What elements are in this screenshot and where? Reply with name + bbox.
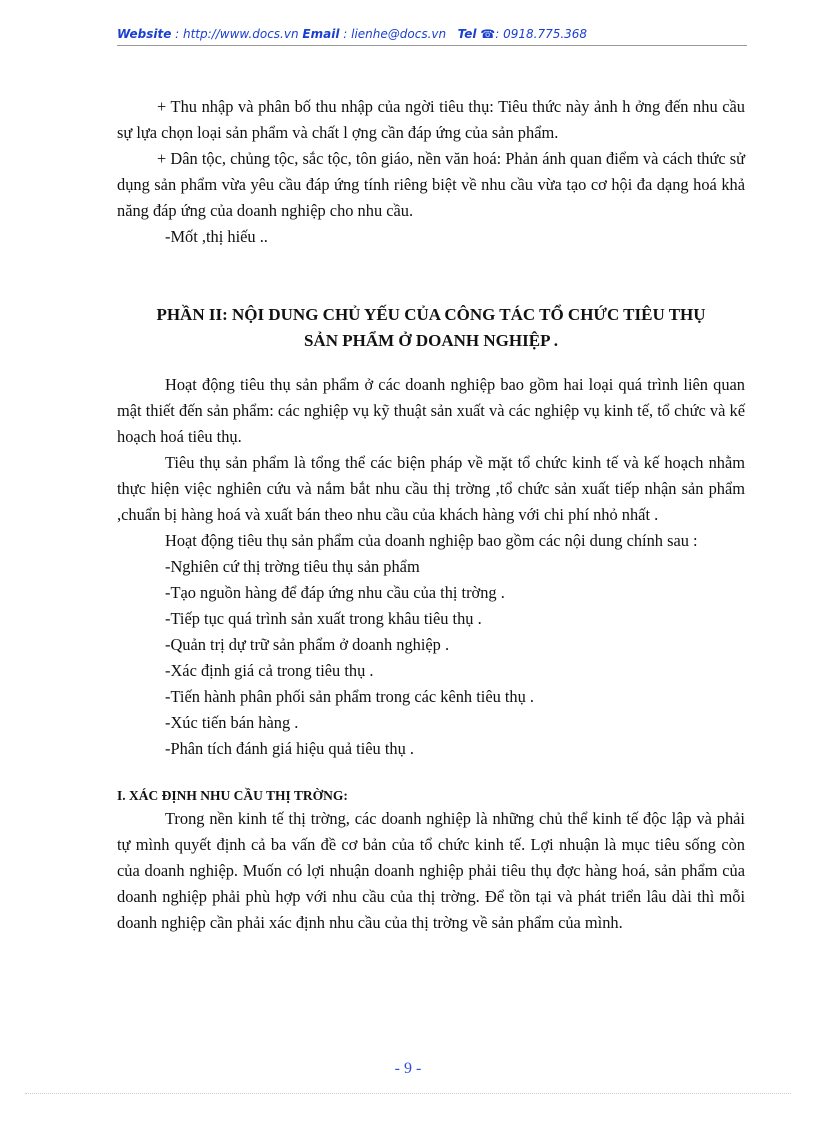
page-number: - 9 - xyxy=(394,1060,422,1077)
document-body xyxy=(117,94,745,936)
paragraph-ethnicity: + Dân tộc, chủng tộc, sắc tộc, tôn giáo, nền văn hoá: Phản ánh quan điểm và cách thức sử dụng sản phẩm vừa yêu cầu đáp ứng tính riêng biệt về nhu cầu vừa tạo cơ hội đa dạng hoá khả năng đáp ứng của doanh nghiệp cho nhu cầu. xyxy=(117,149,745,220)
list-item: -Xác định giá cả trong tiêu thụ . xyxy=(165,661,374,680)
website-separator: : xyxy=(171,27,183,41)
phone-icon: ☎ xyxy=(480,27,496,41)
page-header xyxy=(117,27,747,41)
list-item: -Quản trị dự trữ sản phẩm ở doanh nghiệp . xyxy=(165,635,450,654)
section-heading-line1: PHẦN II: NỘI DUNG CHỦ YẾU CỦA CÔNG TÁC TỔ CHỨC TIÊU THỤ xyxy=(156,305,706,324)
list-item: -Tiến hành phân phối sản phẩm trong các kênh tiêu thụ . xyxy=(165,687,535,706)
email-label: Email xyxy=(302,27,340,41)
paragraph-activities: Hoạt động tiêu thụ sản phẩm ở các doanh nghiệp bao gồm hai loại quá trình liên quan mật thiết đến sản phẩm: các nghiệp vụ kỹ thuật sản xuất và các nghiệp vụ kinh tế, tổ chức và kế hoạch hoá tiêu thụ. xyxy=(117,375,745,446)
footer-divider xyxy=(25,1093,791,1094)
email-value: lienhe@docs.vn xyxy=(351,27,447,41)
list-item: -Tiếp tục quá trình sản xuất trong khâu tiêu thụ . xyxy=(165,609,482,628)
paragraph-definition: Tiêu thụ sản phẩm là tổng thể các biện pháp về mặt tổ chức kinh tế và kế hoạch nhằm thực hiện việc nghiên cứu và nắm bắt nhu cầu thị trờng ,tổ chức sản xuất tiếp nhận sản phẩm ,chuẩn bị hàng hoá và xuất bán theo nhu cầu của khách hàng với chi phí nhỏ nhất . xyxy=(117,453,745,524)
paragraph-fashion: -Mốt ,thị hiếu .. xyxy=(165,227,268,246)
content-list xyxy=(117,554,745,762)
website-url: http://www.docs.vn xyxy=(183,27,299,41)
list-item: -Phân tích đánh giá hiệu quả tiêu thụ . xyxy=(165,739,414,758)
paragraph-main-contents: Hoạt động tiêu thụ sản phẩm của doanh nghiệp bao gồm các nội dung chính sau : xyxy=(165,531,698,550)
tel-label: Tel xyxy=(457,27,477,41)
header-divider xyxy=(117,45,747,46)
website-label: Website xyxy=(117,27,172,41)
list-item: -Nghiên cứ thị trờng tiêu thụ sản phẩm xyxy=(165,557,420,576)
list-item: -Tạo nguồn hàng để đáp ứng nhu cầu của thị trờng . xyxy=(165,583,505,602)
paragraph-market-demand: Trong nền kinh tế thị trờng, các doanh nghiệp là những chủ thể kinh tế độc lập và phải tự mình quyết định cả ba vấn đề cơ bản của tổ chức kinh tế. Lợi nhuận là mục tiêu sống còn của doanh nghiệp. Muốn có lợi nhuận doanh nghiệp phải tiêu thụ đợc hàng hoá, sản phẩm của doanh nghiệp phải phù hợp với nhu cầu của thị trờng. Để tồn tại và phát triển lâu dài thì mỗi doanh nghiệp cần phải xác định nhu cầu của thị trờng về sản phẩm của mình. xyxy=(117,809,745,932)
subsection-heading: I. XÁC ĐỊNH NHU CẦU THỊ TRỜNG: xyxy=(117,788,348,803)
section-heading-line2: SẢN PHẨM Ở DOANH NGHIỆP . xyxy=(303,331,559,350)
list-item: -Xúc tiến bán hàng . xyxy=(165,713,299,732)
tel-value: : 0918.775.368 xyxy=(495,27,588,41)
paragraph-income: + Thu nhập và phân bố thu nhập của ngời tiêu thụ: Tiêu thức này ảnh h ởng đến nhu cầu sự lựa chọn loại sản phẩm và chất l ợng cần đáp ứng của sản phẩm. xyxy=(117,97,745,142)
email-separator: : xyxy=(339,27,352,41)
